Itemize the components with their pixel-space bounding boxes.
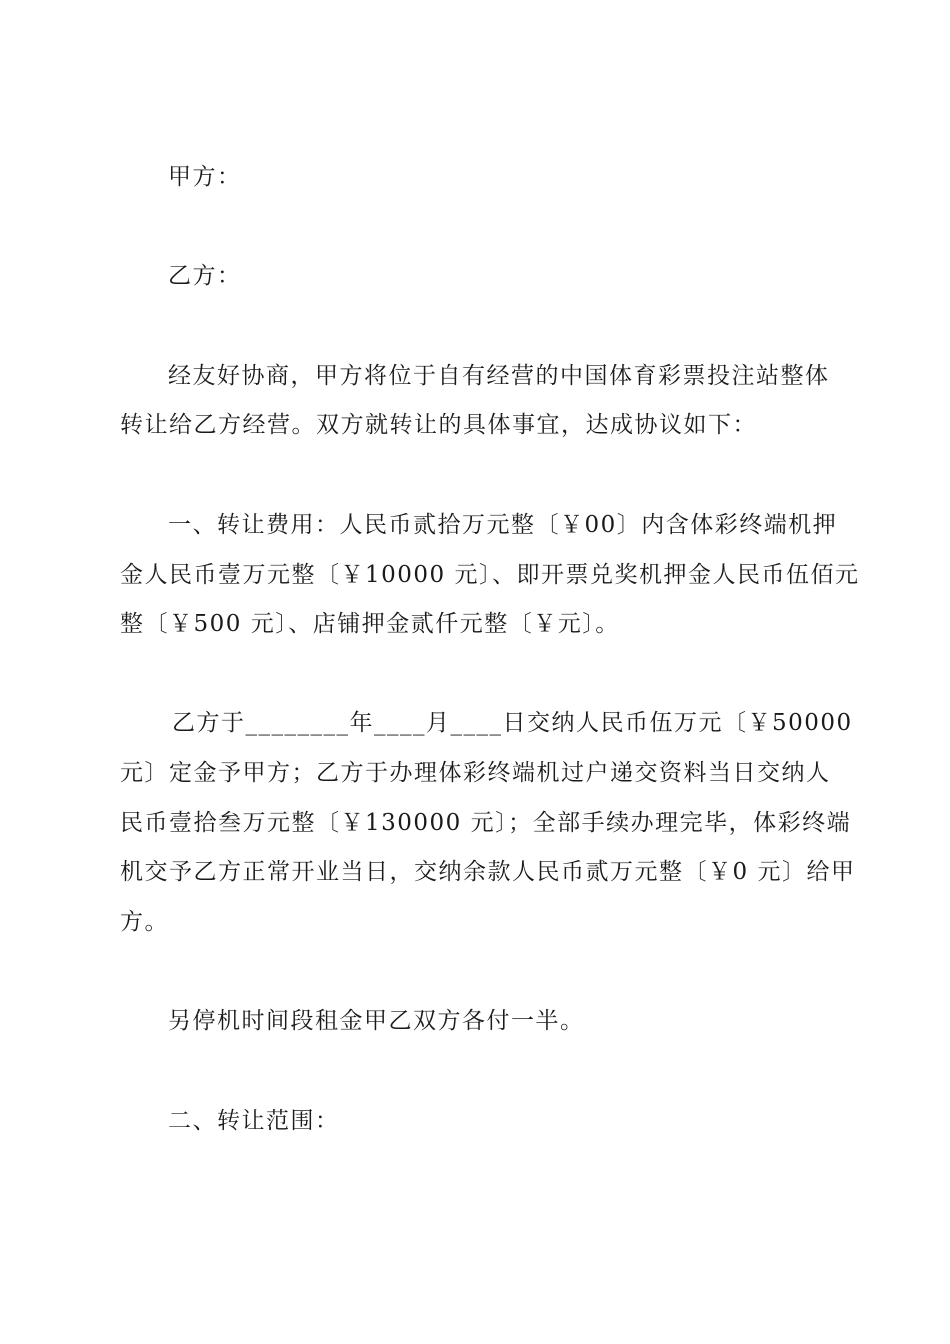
payment-line-1: 乙方于________年____月____日交纳人民币伍万元〔￥50000 [172, 710, 853, 736]
intro-line-2: 转让给乙方经营。双方就转让的具体事宜，达成协议如下： [120, 412, 757, 438]
party-b-label: 乙方： [168, 263, 242, 289]
rent-note: 另停机时间段租金甲乙双方各付一半。 [168, 1008, 585, 1034]
clause1-line-2: 金人民币壹万元整〔￥10000 元〕、即开票兑奖机押金人民币伍佰元 [120, 562, 860, 588]
payment-line-5: 方。 [120, 909, 169, 935]
clause1-line-1: 一、转让费用：人民币贰拾万元整〔￥00〕内含体彩终端机押 [168, 512, 838, 538]
payment-line-3: 民币壹拾叁万元整〔￥130000 元〕；全部手续办理完毕，体彩终端 [120, 810, 852, 836]
intro-line-1: 经友好协商，甲方将位于自有经营的中国体育彩票投注站整体 [168, 363, 830, 389]
party-a-label: 甲方： [168, 164, 242, 190]
clause1-line-3: 整〔￥500 元〕、店铺押金贰仟元整〔￥元〕。 [120, 611, 620, 637]
payment-line-2: 元〕定金予甲方；乙方于办理体彩终端机过户递交资料当日交纳人 [120, 760, 831, 786]
payment-line-4: 机交予乙方正常开业当日，交纳余款人民币贰万元整〔￥0 元〕给甲 [120, 859, 856, 885]
clause2-heading: 二、转让范围： [168, 1108, 340, 1134]
